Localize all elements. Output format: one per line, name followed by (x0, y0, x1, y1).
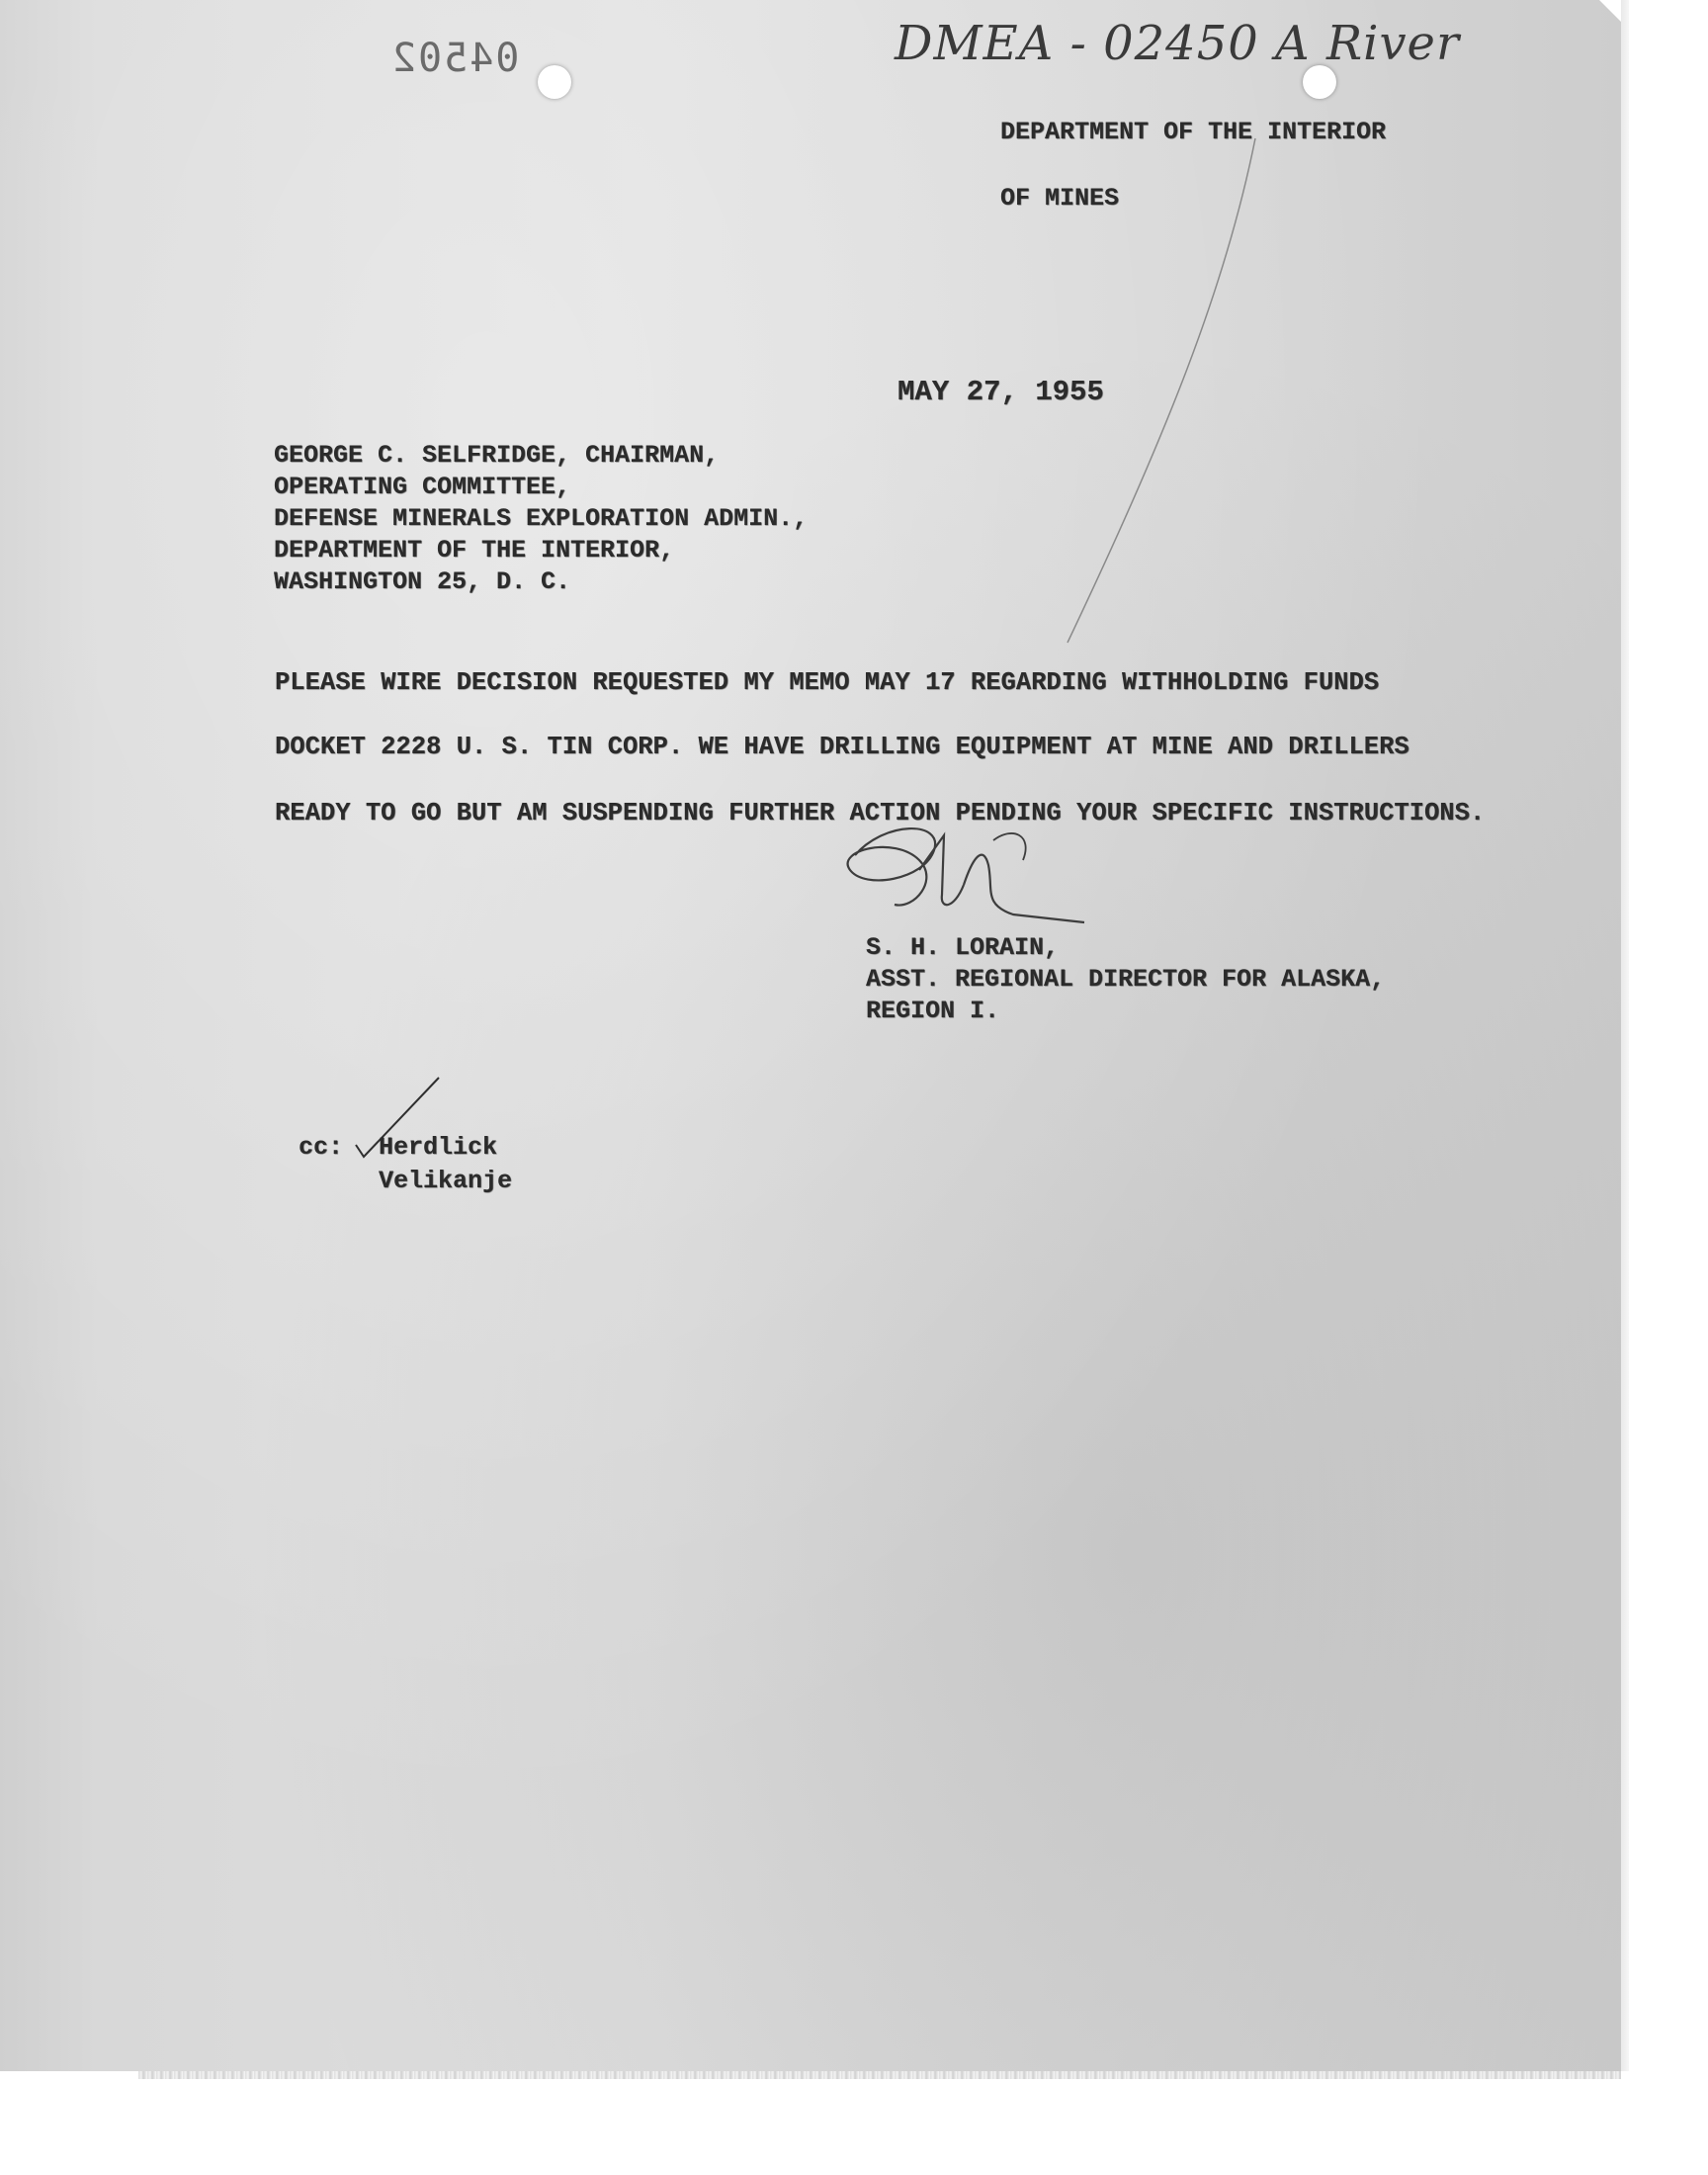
addressee-line: OPERATING COMMITTEE, (274, 473, 571, 501)
signature-line: REGION I. (866, 997, 1000, 1025)
letterhead-line-1: DEPARTMENT OF THE INTERIOR (1000, 118, 1387, 146)
cc-recipient: Herdlick (379, 1133, 498, 1162)
body-line: PLEASE WIRE DECISION REQUESTED MY MEMO MAY 17 REGARDING WITHHOLDING FUNDS (275, 668, 1380, 697)
folded-corner (1599, 0, 1621, 22)
page-edge-bottom (138, 2071, 1621, 2079)
addressee-line: DEFENSE MINERALS EXPLORATION ADMIN., (274, 504, 809, 533)
body-line: READY TO GO BUT AM SUSPENDING FURTHER ACTION PENDING YOUR SPECIFIC INSTRUCTIONS. (275, 799, 1486, 827)
cc-label: cc: (299, 1133, 344, 1162)
file-number-stamp: 04502 (390, 36, 520, 81)
handwritten-signature (825, 816, 1092, 929)
signature-line: S. H. LORAIN, (866, 933, 1060, 962)
signature-line: ASST. REGIONAL DIRECTOR FOR ALASKA, (866, 965, 1386, 994)
punch-hole-left (538, 65, 571, 99)
letterhead-line-2: OF MINES (1000, 184, 1120, 213)
cc-recipient: Velikanje (379, 1167, 513, 1195)
addressee-line: GEORGE C. SELFRIDGE, CHAIRMAN, (274, 441, 720, 470)
handwritten-file-annotation: DMEA - 02450 A River (895, 16, 1460, 71)
addressee-line: DEPARTMENT OF THE INTERIOR, (274, 536, 675, 565)
addressee-line: WASHINGTON 25, D. C. (274, 567, 571, 596)
letter-date: MAY 27, 1955 (897, 376, 1104, 408)
page-edge-right (1621, 0, 1629, 2071)
body-line: DOCKET 2228 U. S. TIN CORP. WE HAVE DRILLING EQUIPMENT AT MINE AND DRILLERS (275, 733, 1409, 761)
